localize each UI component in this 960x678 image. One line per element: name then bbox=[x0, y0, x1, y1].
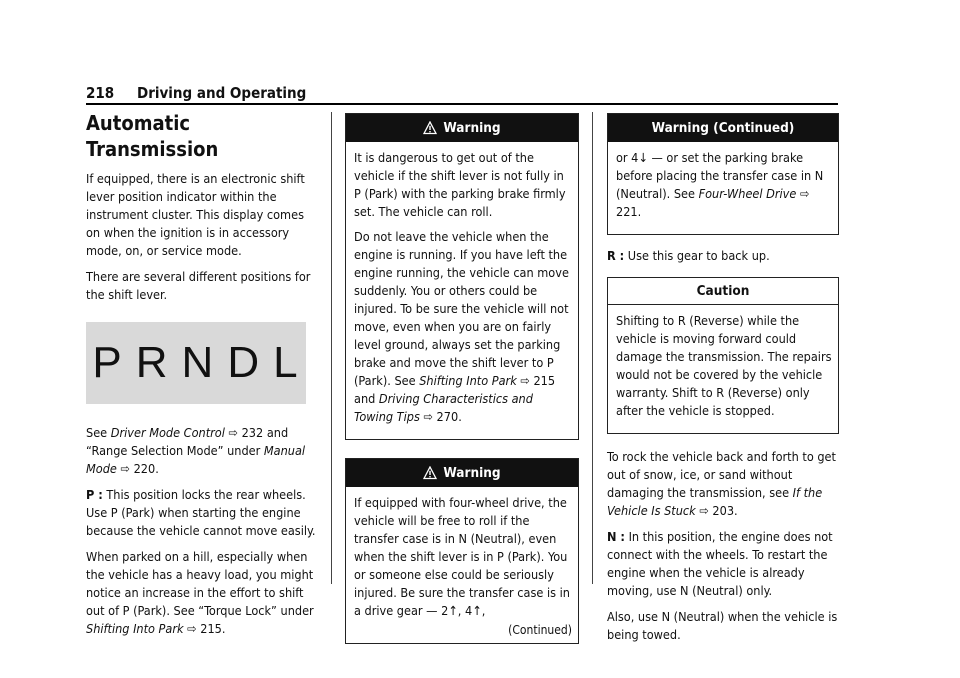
link-shifting-into-park[interactable]: Shifting Into Park bbox=[419, 373, 517, 388]
column-divider-2 bbox=[592, 112, 593, 584]
link-driving-characteristics[interactable]: Driving Characteristics and Towing Tips bbox=[354, 391, 533, 424]
towing-paragraph: Also, use N (Neutral) when the vehicle is being towed. bbox=[607, 609, 838, 642]
warning-text: Do not leave the vehicle when the engine is running. If you have left the engine running, the vehicle can move suddenly. You or others could be injured. To be sure the vehicle will not move, even when you are on fairly level ground, always set the parking brake and move the shift lever to P (Park). See Shifting Into Park ⇨ 215 and Driving Characteristics and Towing Tips ⇨ 270. bbox=[354, 229, 569, 424]
warning-text: If equipped with four-wheel drive, the vehicle will be free to roll if the transfer case is in N (Neutral), even when the shift lever is in P (Park). You or someone else could be seriously injured. Be sure the transfer case is in a drive gear — 2↑, 4↑, bbox=[354, 495, 570, 618]
column-3 bbox=[607, 113, 839, 652]
warning-header bbox=[346, 459, 578, 487]
caution-text: Shifting to R (Reverse) while the vehicle is moving forward could damage the transmission. The repairs would not be covered by the vehicle warranty. Shift to R (Reverse) only after the vehicle is stopped. bbox=[616, 313, 832, 418]
page-header bbox=[86, 84, 838, 104]
caution-box bbox=[607, 277, 839, 434]
gear-label-n: N : bbox=[607, 529, 625, 544]
rock-paragraph: To rock the vehicle back and forth to get out of snow, ice, or sand without damaging the transmission, see If the Vehicle Is Stuck ⇨ 203. bbox=[607, 449, 836, 518]
positions-paragraph: There are several different positions for the shift lever. bbox=[86, 269, 311, 302]
link-manual-mode[interactable]: Manual Mode bbox=[86, 443, 306, 476]
column-2 bbox=[345, 113, 579, 662]
warning-title: Warning bbox=[443, 465, 501, 481]
page-ref[interactable]: ⇨ 270 bbox=[423, 409, 459, 424]
warning-text: It is dangerous to get out of the vehicle if the shift lever is not fully in P (Park) with the parking brake firmly set. The vehicle can roll. bbox=[354, 150, 566, 219]
gear-label-r: R : bbox=[607, 248, 625, 263]
continued-label: (Continued) bbox=[508, 623, 572, 637]
warning-box-1 bbox=[345, 113, 579, 440]
page-ref[interactable]: ⇨ 220 bbox=[120, 461, 156, 476]
warning-box-2 bbox=[345, 458, 579, 644]
link-four-wheel-drive[interactable]: Four-Wheel Drive bbox=[698, 186, 797, 201]
warning-title: Warning bbox=[443, 120, 501, 136]
caution-title: Caution bbox=[608, 278, 838, 305]
neutral-paragraph: N : In this position, the engine does not connect with the wheels. To restart the engine when the vehicle is already moving, use N (Neutral) only. bbox=[607, 529, 833, 598]
gear-label-p: P : bbox=[86, 487, 103, 502]
page-ref[interactable]: ⇨ 215 bbox=[187, 621, 222, 636]
link-vehicle-stuck[interactable]: If the Vehicle Is Stuck bbox=[607, 485, 823, 518]
page-number: 218 bbox=[86, 84, 115, 102]
warning-box-continued bbox=[607, 113, 839, 235]
warning-header bbox=[346, 114, 578, 142]
park-paragraph: P : This position locks the rear wheels. Use P (Park) when starting the engine because the vehicle cannot move easily. bbox=[86, 487, 316, 538]
warning-icon bbox=[423, 466, 437, 480]
see-paragraph: See Driver Mode Control ⇨ 232 and “Range Selection Mode” under Manual Mode ⇨ 220. bbox=[86, 425, 306, 476]
column-divider-1 bbox=[331, 112, 332, 584]
page-ref[interactable]: ⇨ 232 bbox=[228, 425, 264, 440]
warning-text: or 4↓ — or set the parking brake before placing the transfer case in N (Neutral). See Four-Wheel Drive ⇨ 221. bbox=[616, 150, 824, 219]
column-1 bbox=[86, 110, 318, 646]
warning-icon bbox=[423, 121, 437, 135]
reverse-paragraph: R : Use this gear to back up. bbox=[607, 248, 770, 263]
page-ref[interactable]: ⇨ 215 bbox=[520, 373, 556, 388]
prndl-indicator-image: PRNDL bbox=[86, 322, 306, 404]
hill-paragraph: When parked on a hill, especially when the vehicle has a heavy load, you might notice an increase in the effort to shift out of P (Park). See “Torque Lock” under Shifting Into Park ⇨ 215. bbox=[86, 549, 314, 636]
warning-header: Warning (Continued) bbox=[608, 114, 838, 142]
section-title: Driving and Operating bbox=[137, 84, 307, 102]
page-title: Automatic Transmission bbox=[86, 111, 219, 161]
link-shifting-into-park[interactable]: Shifting Into Park bbox=[86, 621, 184, 636]
page-ref[interactable]: ⇨ 203 bbox=[699, 503, 735, 518]
link-driver-mode-control[interactable]: Driver Mode Control bbox=[110, 425, 225, 440]
intro-paragraph: If equipped, there is an electronic shift lever position indicator within the instrument cluster. This display comes on when the ignition is in accessory mode, on, or service mode. bbox=[86, 171, 305, 258]
header-rule bbox=[86, 103, 838, 105]
page-ref[interactable]: ⇨ 221 bbox=[616, 186, 810, 219]
